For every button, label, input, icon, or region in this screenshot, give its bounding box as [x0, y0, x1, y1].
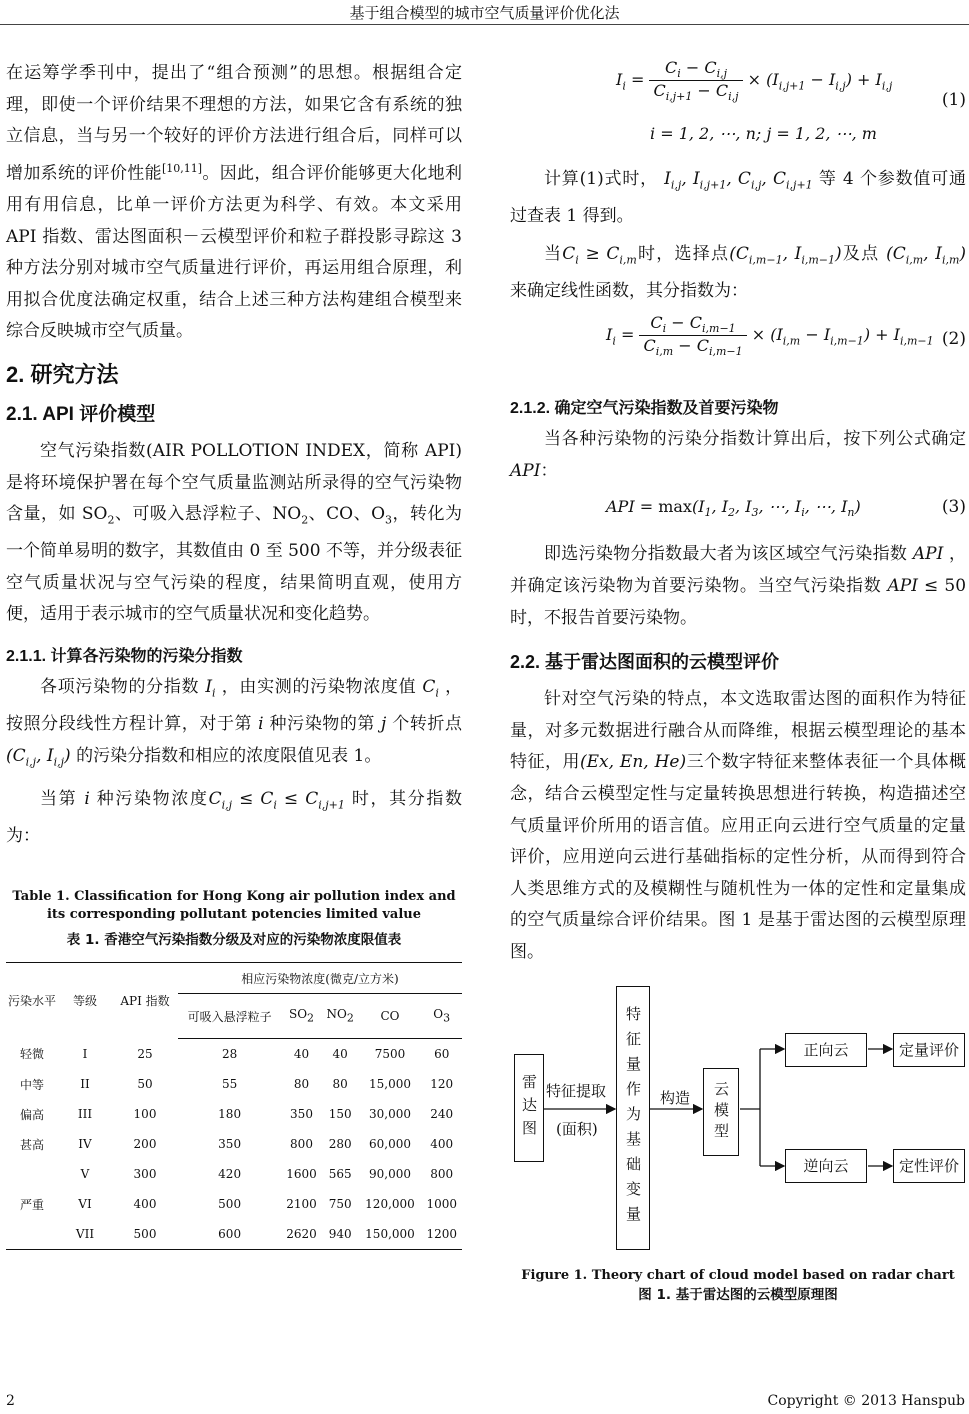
equation-1: $I_i$ = $\frac{C_i - C_{i,j}}{C_{i,j+1} - C_{i,j}}$ × $(I_{i,j+1} - I_{i,j}) + I_{i,j}$ i = 1, 2, ⋯, n; j = 1, 2, ⋯, m (1) — [616, 58, 966, 143]
table-cell: 600 — [178, 1219, 281, 1250]
table-row — [6, 1159, 462, 1189]
table-cell: VI — [78, 1197, 92, 1212]
table-cell: 7500 — [374, 1047, 406, 1062]
table-cell: 350 — [290, 1107, 313, 1122]
col-header-no2: $NO_2$ — [322, 994, 359, 1039]
table-row — [6, 1219, 462, 1250]
col-header-pm: 可吸入悬浮粒子 — [178, 994, 281, 1039]
condition-paragraph: 当第 i 种污染物浓度$C_{i,j} \le C_i \le C_{i,j+1}$ 时，其分指数为： — [6, 788, 463, 846]
cloud-model-figure — [510, 976, 966, 1262]
table-cell: 180 — [218, 1107, 242, 1122]
table-cell: 中等 — [19, 1077, 44, 1092]
equation-3: API = $\max(I_1$, $I_2$, $I_3$, ⋯, $I_i$, ⋯, $I_n$) (3) — [606, 497, 966, 520]
cloud-model-paragraph: 针对空气污染的特点，本文选取雷达图的面积作为特征量，对多元数据进行融合从而降维，根据云模型理论的基本特征，用(Ex, En, He)三个数字特征来整体表征一个具体概念，结合云模型定性与定量转换思想进行转换，构造描述空气质量评价所用的语言值。应用正向云进行空气质量的定量评价，应用逆向云进行基础指标的定性分析，从而得到符合人类思维方式的及模糊性与随机性为一体的定性和定量集成的空气质量综合评价结果。图 1 是基于雷达图的云模型原理图。 — [510, 689, 967, 962]
section-2-1-2-title: 2.1.2. 确定空气污染指数及首要污染物 — [510, 400, 779, 418]
table-cell: 280 — [328, 1137, 352, 1152]
table-cell: 1000 — [426, 1197, 457, 1212]
col-header-o3: $O_3$ — [421, 994, 462, 1039]
table-cell: 800 — [290, 1137, 313, 1152]
section-2-1-title: 2.1. API 评价模型 — [6, 404, 156, 425]
table-row — [6, 1129, 462, 1159]
table-cell: VII — [58, 1219, 112, 1250]
copyright: Copyright © 2013 Hanspub — [767, 1393, 965, 1409]
table-cell: II — [80, 1077, 90, 1092]
table-cell: 轻微 — [19, 1047, 44, 1062]
col-header-so2: $SO_2$ — [281, 994, 322, 1039]
col-header-concentration: 相应污染物浓度(微克/立方米) — [178, 963, 462, 994]
table-cell: 100 — [133, 1107, 157, 1122]
table-cell: 120,000 — [365, 1197, 415, 1212]
table-row — [6, 1069, 462, 1099]
forward-cloud-box: 正向云 — [785, 1033, 867, 1067]
table-cell: IV — [78, 1137, 92, 1152]
primary-pollutant-paragraph: 即选污染物分指数最大者为该区域空气污染指数 API ，并确定该污染物为首要污染物。当空气污染指数 API ≤ 50 时，不报告首要污染物。 — [510, 544, 967, 628]
table-caption-en: Table 1. Classification for Hong Kong air pollution index and its corresponding pollutant potencies limited value — [12, 889, 456, 923]
backward-cloud-box: 逆向云 — [785, 1149, 867, 1183]
area-label: (面积) — [556, 1120, 598, 1139]
running-header: 基于组合模型的城市空气质量评价优化法 — [349, 4, 620, 22]
table-cell: 200 — [133, 1137, 157, 1152]
api-paragraph: 空气污染指数(AIR POLLOTION INDEX，简称 API)是将环境保护署在每个空气质量监测站所录得的空气污染物含量，如 $SO_2$、可吸入悬浮粒子、$NO_2$、CO、$O_3$，转化为一个简单易明的数字，其数值由 0 至 500 不等，并分级表征空气质量状况与空气污染的程度，结果简明直观，使用方便，适用于表示城市的空气质量状况和变化趋势。 — [6, 441, 463, 625]
table-cell: 565 — [328, 1167, 352, 1182]
table-cell: 90,000 — [368, 1167, 411, 1182]
table-cell: 80 — [293, 1077, 310, 1092]
col-header-grade: 等级 — [58, 963, 112, 1039]
table-cell: 28 — [221, 1047, 238, 1062]
calc-paragraph: 计算(1)式时， $I_{i,j}$, $I_{i,j+1}$, $C_{i,j}$, $C_{i,j+1}$ 等 4 个参数值可通过查表 1 得到。 — [510, 169, 967, 226]
table-row — [6, 1039, 462, 1070]
right-column — [510, 54, 966, 1303]
figure-caption-en: Figure 1. Theory chart of cloud model based on radar chart — [521, 1268, 955, 1284]
section-2-2-title: 2.2. 基于雷达图面积的云模型评价 — [510, 652, 780, 673]
table-cell: 500 — [112, 1219, 178, 1250]
col-header-api: API 指数 — [112, 963, 178, 1039]
table-cell: 750 — [328, 1197, 352, 1212]
left-column — [6, 58, 462, 1250]
quant-eval-box: 定量评价 — [893, 1033, 965, 1067]
subindex-paragraph: 各项污染物的分指数 $I_i$ ，由实测的污染物浓度值 $C_i$ ，按照分段线性方程计算，对于第 i 种污染物的第 j 个转折点($C_{i,j}$, $I_{i,j}$) 的污染分指数和相应的浓度限值见表 1。 — [6, 676, 463, 768]
section-2-1-1-title: 2.1.1. 计算各污染物的污染分指数 — [6, 647, 243, 665]
table-cell: 150 — [328, 1107, 352, 1122]
table-cell: 2620 — [281, 1219, 322, 1250]
when-paragraph: 当$C_i \ge C_{i,m}$时，选择点($C_{i,m-1}$, $I_{i,m-1}$)及点 ($C_{i,m}$, $I_{i,m}$) 来确定线性函数，其分指数为： — [510, 243, 967, 301]
table-cell: 300 — [133, 1167, 157, 1182]
table-cell: 15,000 — [368, 1077, 411, 1092]
table-cell: 120 — [430, 1077, 454, 1092]
api-formula-paragraph: 当各种污染物的污染分指数计算出后，按下列公式确定 API： — [510, 429, 966, 481]
qual-eval-box: 定性评价 — [893, 1149, 965, 1183]
table-cell: 80 — [332, 1077, 348, 1092]
table-cell: 350 — [218, 1137, 242, 1152]
table-caption-zh: 表 1. 香港空气污染指数分级及对应的污染物浓度限值表 — [66, 932, 402, 949]
table-cell: 60 — [434, 1047, 450, 1062]
table-cell: 60,000 — [368, 1137, 411, 1152]
table-cell: 1200 — [421, 1219, 462, 1250]
table-row — [6, 1099, 462, 1129]
table-cell: I — [82, 1046, 88, 1061]
cloud-model-box: 云模型 — [703, 1068, 739, 1156]
radar-box: 雷达图 — [514, 1054, 544, 1162]
page-number: 2 — [6, 1393, 15, 1409]
col-header-level: 污染水平 — [6, 963, 58, 1039]
table-cell — [6, 1219, 58, 1250]
table-cell: 30,000 — [368, 1107, 411, 1122]
table-cell: 400 — [133, 1197, 157, 1212]
table-cell — [6, 1159, 58, 1189]
table-row — [6, 1189, 462, 1219]
table-cell: 40 — [293, 1047, 310, 1062]
header-rule — [0, 24, 969, 25]
table-cell: 偏高 — [19, 1107, 44, 1122]
table-cell: 240 — [430, 1107, 454, 1122]
table-cell: 55 — [221, 1077, 238, 1092]
table-cell: 甚高 — [19, 1137, 44, 1152]
table-cell: 40 — [332, 1047, 348, 1062]
col-header-co: CO — [359, 994, 422, 1039]
citation: [10,11] — [161, 161, 203, 175]
extract-label: 特征提取 — [546, 1082, 607, 1101]
table-cell: 400 — [430, 1137, 454, 1152]
table-cell: 1600 — [286, 1167, 317, 1182]
feature-box: 特征量作为基础变量 — [616, 986, 650, 1250]
table-cell: 800 — [430, 1167, 454, 1182]
table-cell: 150,000 — [359, 1219, 422, 1250]
table-cell: 严重 — [19, 1197, 44, 1212]
table-cell: 2100 — [286, 1197, 317, 1212]
table-cell: 25 — [137, 1046, 153, 1061]
table-cell: 50 — [137, 1077, 153, 1092]
table-cell: 940 — [322, 1219, 359, 1250]
intro-paragraph: 在运筹学季刊中，提出了“组合预测”的思想。根据组合定理，即使一个评价结果不理想的方法，如果它含有系统的独立信息，当与另一个较好的评价方法进行组合后，同样可以增加系统的评价性能[10,11]。因此，组合评价能够更大化地利用有用信息，比单一评价方法更为科学、有效。本文采用 API 指数、雷达图面积－云模型评价和粒子群投影寻踪这 3 种方法分别对城市空气质量进行评价，再运用组合原理，利用拟合优度法确定权重，结合上述三种方法构建组合模型来综合反映城市空气质量。 — [6, 63, 463, 342]
construct-label: 构造 — [660, 1089, 691, 1108]
equation-2: $I_i$ = $\frac{C_i - C_{i,m-1}}{C_{i,m} - C_{i,m-1}}$ × $(I_{i,m} - I_{i,m-1}) + I_{i,m-1}$ (2) — [606, 313, 966, 359]
table-cell: 500 — [218, 1197, 242, 1212]
section-2-title: 2. 研究方法 — [6, 362, 119, 387]
table-cell: 420 — [218, 1167, 242, 1182]
figure-caption-zh: 图 1. 基于雷达图的云模型原理图 — [638, 1287, 838, 1304]
pollution-index-table — [6, 962, 462, 1250]
table-cell: V — [80, 1167, 90, 1182]
table-cell: III — [77, 1107, 93, 1122]
